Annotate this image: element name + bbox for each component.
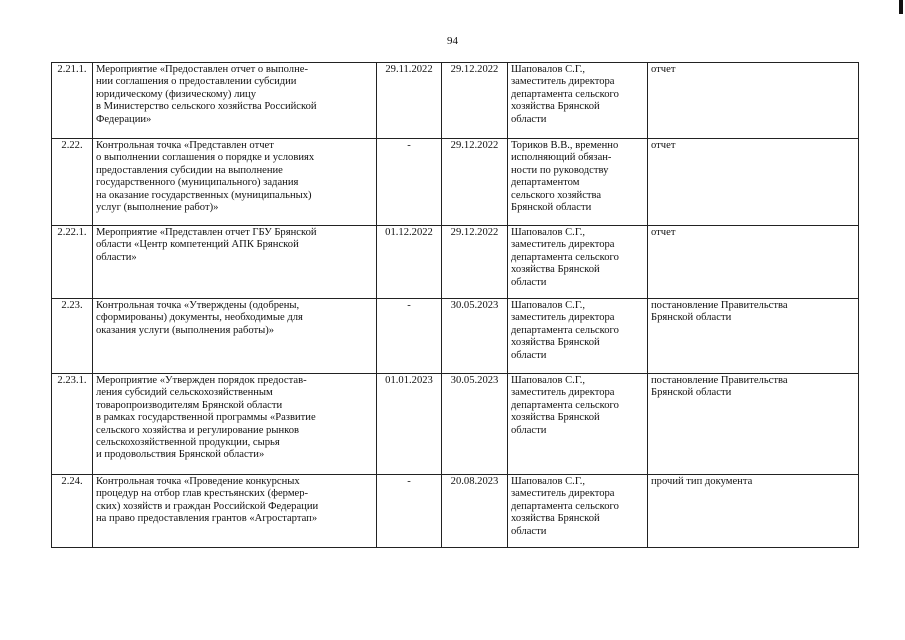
table-row — [52, 139, 859, 226]
row-description: Контрольная точка «Представлен отчет о выполнении соглашения о порядке и условиях предоставления субсидии на выполнение государственного (муниципального) задания на оказание государственных (муниципальных) услуг (выполнение работ)» — [93, 139, 377, 226]
row-number: 2.22. — [52, 139, 93, 226]
page-number: 94 — [447, 35, 458, 47]
row-responsible: Ториков В.В., временно исполняющий обязан- ности по руководству департаментом сельского хозяйства Брянской области — [508, 139, 648, 226]
row-description: Контрольная точка «Проведение конкурсных процедур на отбор глав крестьянских (фермер- ских) хозяйств и граждан Российской Федерации на право предоставления грантов «Агростартап» — [93, 475, 377, 548]
row-number: 2.21.1. — [52, 63, 93, 139]
row-document-type: прочий тип документа — [648, 475, 859, 548]
row-end-date: 30.05.2023 — [442, 374, 508, 475]
row-responsible: Шаповалов С.Г., заместитель директора департамента сельского хозяйства Брянской области — [508, 226, 648, 299]
row-number: 2.22.1. — [52, 226, 93, 299]
row-number: 2.23.1. — [52, 374, 93, 475]
plan-table — [51, 62, 859, 548]
row-end-date: 30.05.2023 — [442, 299, 508, 374]
row-description: Контрольная точка «Утверждены (одобрены, сформированы) документы, необходимые для оказания услуги (выполнения работы)» — [93, 299, 377, 374]
page-edge-mark — [899, 0, 903, 14]
row-start-date: - — [377, 475, 442, 548]
row-start-date: 01.12.2022 — [377, 226, 442, 299]
row-number: 2.23. — [52, 299, 93, 374]
row-document-type: постановление Правительства Брянской области — [648, 299, 859, 374]
row-responsible: Шаповалов С.Г., заместитель директора департамента сельского хозяйства Брянской области — [508, 63, 648, 139]
row-description: Мероприятие «Предоставлен отчет о выполне- нии соглашения о предоставлении субсидии юридическому (физическому) лицу в Министерство сельского хозяйства Российской Федерации» — [93, 63, 377, 139]
row-number: 2.24. — [52, 475, 93, 548]
row-responsible: Шаповалов С.Г., заместитель директора департамента сельского хозяйства Брянской области — [508, 475, 648, 548]
table-row — [52, 374, 859, 475]
row-responsible: Шаповалов С.Г., заместитель директора департамента сельского хозяйства Брянской области — [508, 299, 648, 374]
table-row — [52, 63, 859, 139]
row-end-date: 29.12.2022 — [442, 226, 508, 299]
table-row — [52, 299, 859, 374]
row-start-date: 29.11.2022 — [377, 63, 442, 139]
row-document-type: отчет — [648, 139, 859, 226]
row-document-type: отчет — [648, 226, 859, 299]
row-description: Мероприятие «Представлен отчет ГБУ Брянской области «Центр компетенций АПК Брянской области» — [93, 226, 377, 299]
row-end-date: 20.08.2023 — [442, 475, 508, 548]
row-start-date: - — [377, 299, 442, 374]
table-row — [52, 475, 859, 548]
row-end-date: 29.12.2022 — [442, 63, 508, 139]
row-start-date: - — [377, 139, 442, 226]
row-start-date: 01.01.2023 — [377, 374, 442, 475]
row-document-type: отчет — [648, 63, 859, 139]
table-row — [52, 226, 859, 299]
row-description: Мероприятие «Утвержден порядок предостав- ления субсидий сельскохозяйственным товаропроизводителям Брянской области в рамках государственной программы «Развитие сельского хозяйства и регулирование рынков сельскохозяйственной продукции, сырья и продовольствия Брянской области» — [93, 374, 377, 475]
row-document-type: постановление Правительства Брянской области — [648, 374, 859, 475]
row-responsible: Шаповалов С.Г., заместитель директора департамента сельского хозяйства Брянской области — [508, 374, 648, 475]
row-end-date: 29.12.2022 — [442, 139, 508, 226]
